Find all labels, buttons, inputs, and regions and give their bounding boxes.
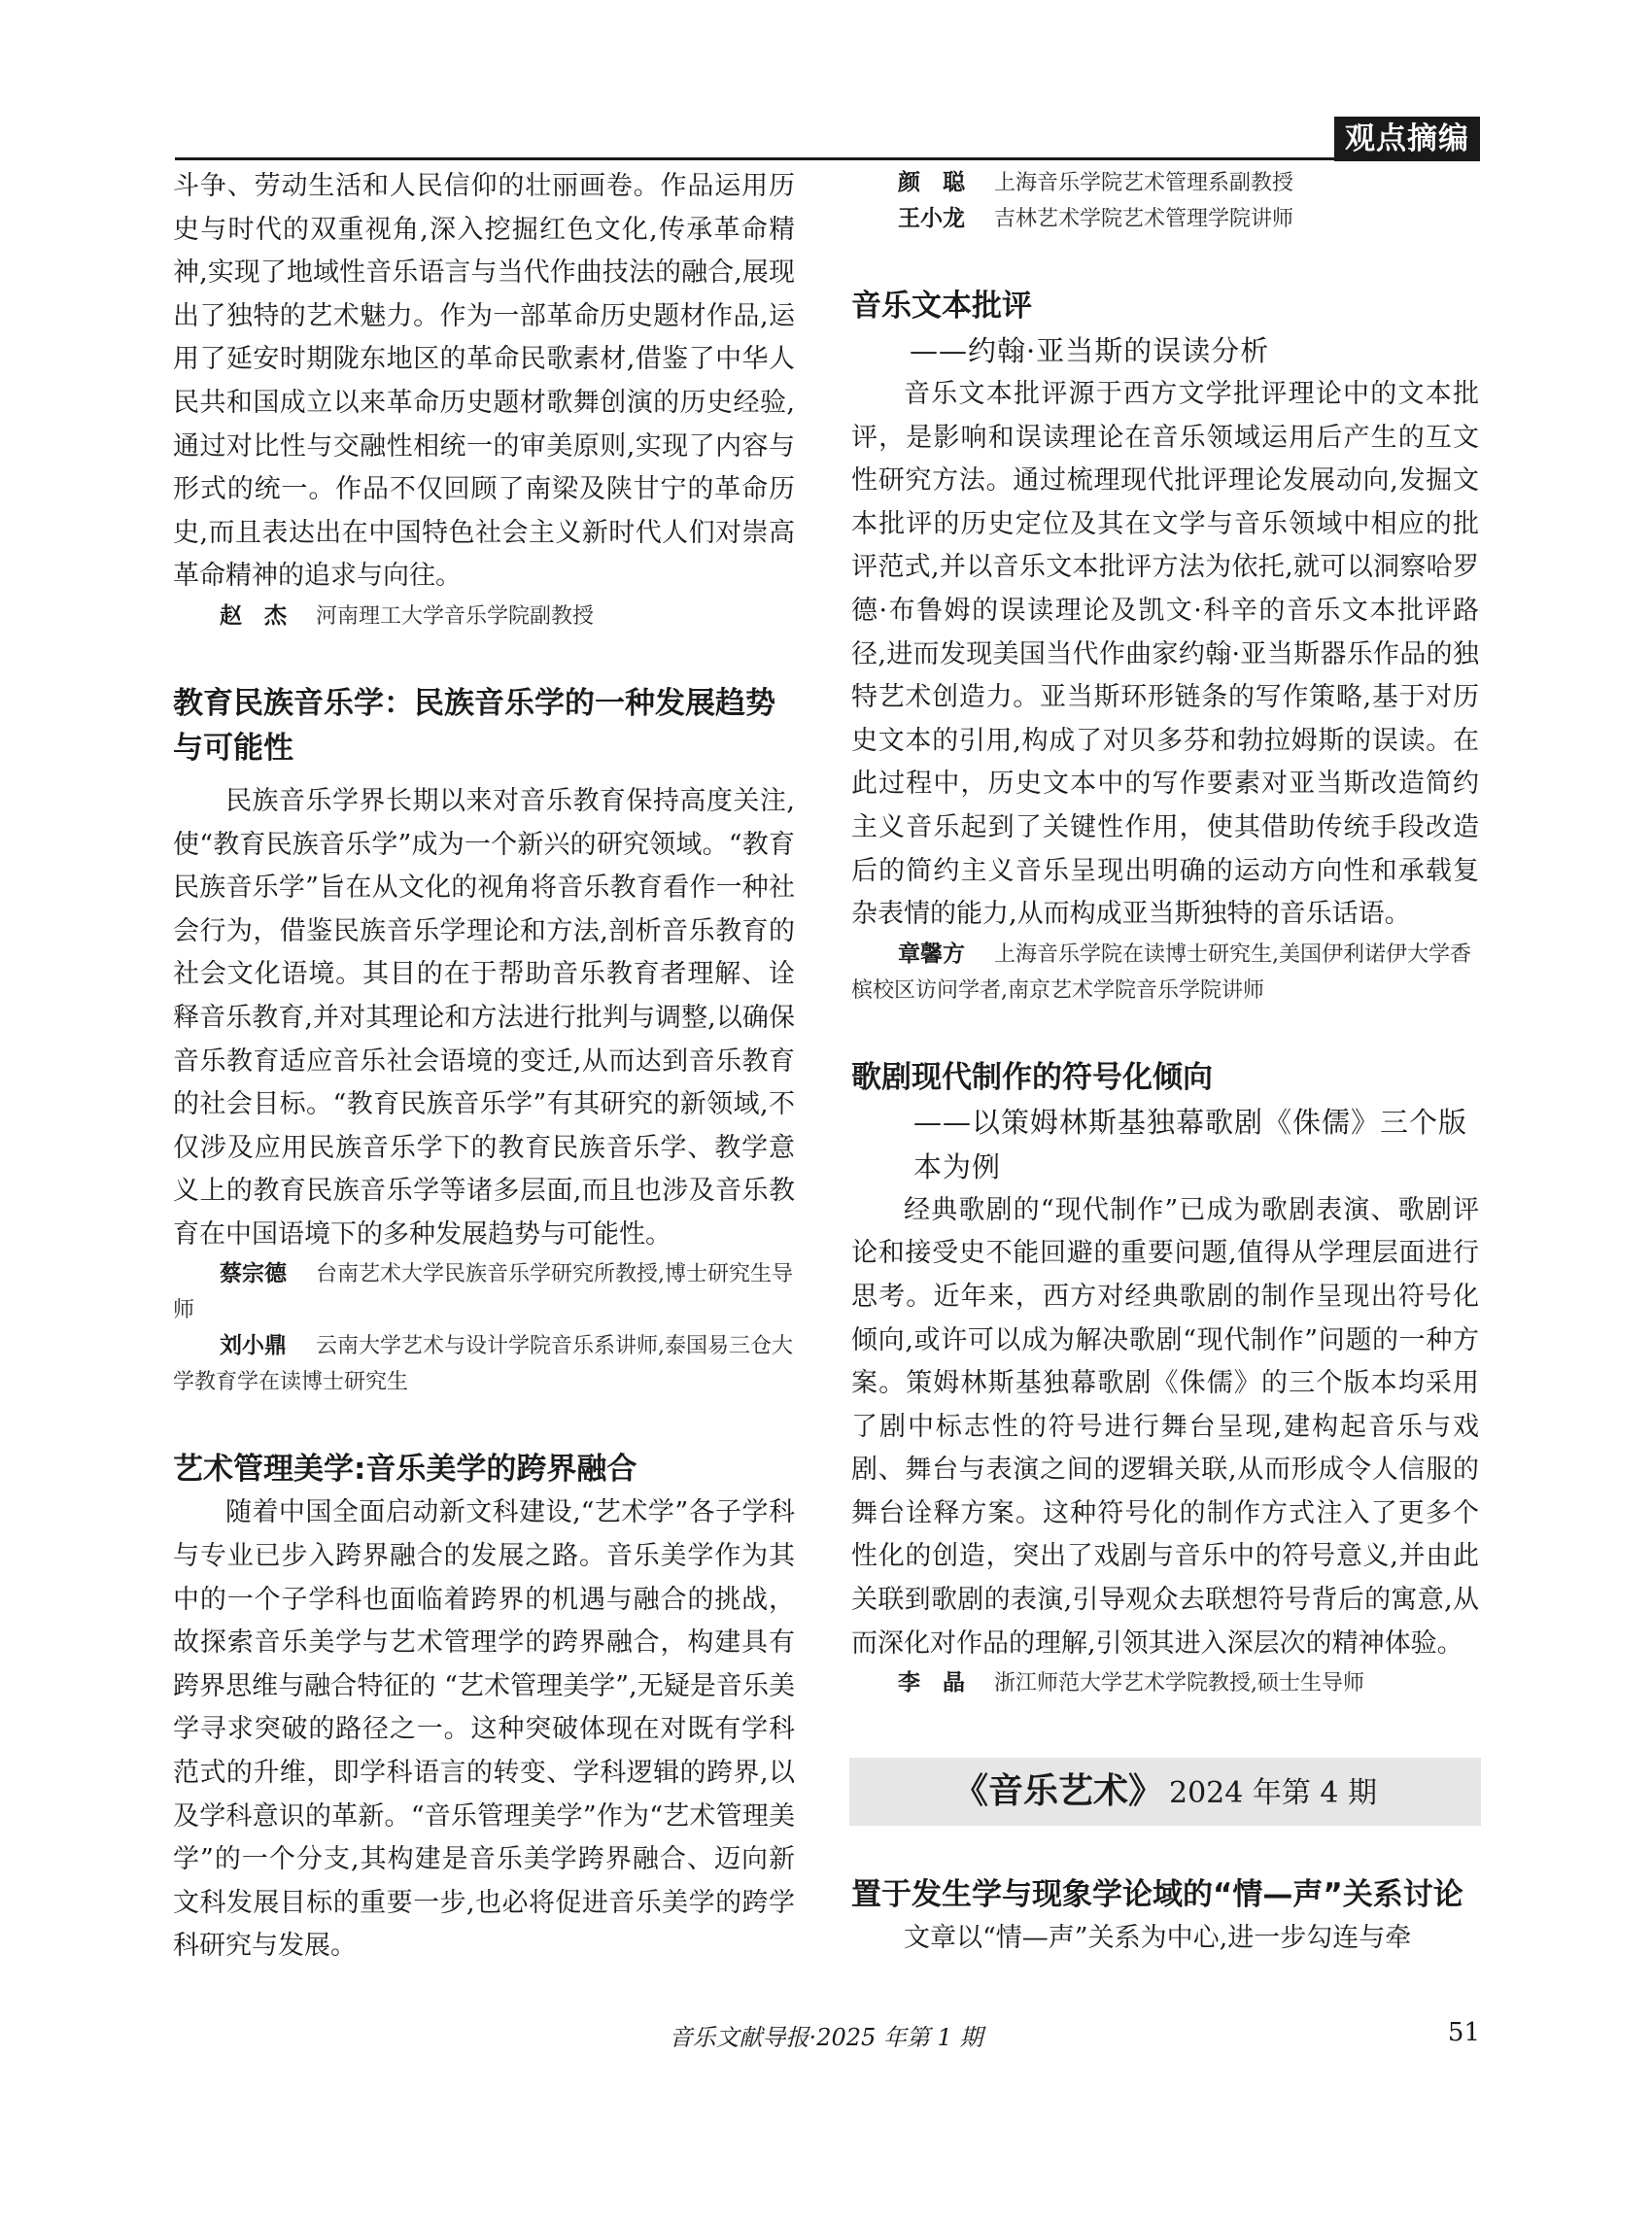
author-name: 赵 杰 bbox=[220, 602, 287, 629]
author-line bbox=[851, 937, 1479, 1009]
issue-journal: 《音乐艺术》 bbox=[952, 1771, 1163, 1812]
author-name: 李 晶 bbox=[898, 1670, 965, 1696]
article-title: 置于发生学与现象学论域的“情—声”关系讨论 bbox=[851, 1877, 1463, 1913]
header-rule bbox=[175, 157, 1480, 160]
author-name: 蔡宗德 bbox=[220, 1261, 287, 1287]
article-title: 教育民族音乐学：民族音乐学的一种发展趋势与可能性 bbox=[173, 685, 775, 766]
author-line bbox=[851, 1665, 1479, 1701]
left-column bbox=[173, 165, 795, 1969]
issue-banner bbox=[849, 1758, 1481, 1826]
continued-paragraph: 斗争、劳动生活和人民信仰的壮丽画卷。作品运用历史与时代的双重视角,深入挖掘红色文化,传承革命精神,实现了地域性音乐语言与当代作曲技法的融合,展现出了独特的艺术魅力。作为一部革命历史题材作品,运用了延安时期陇东地区的革命民歌素材,借鉴了中华人民共和国成立以来革命历史题材歌舞创演的历史经验,通过对比性与交融性相统一的审美原则,实现了内容与形式的统一。作品不仅回顾了南梁及陕甘宁的革命历史,而且表达出在中国特色社会主义新时代人们对崇高革命精神的追求与向往。 bbox=[173, 171, 795, 592]
page-number: 51 bbox=[1447, 2018, 1480, 2047]
article-subtitle: ——约翰·亚当斯的误读分析 bbox=[910, 334, 1270, 367]
article-body: 文章以“情—声”关系为中心,进一步勾连与牵 bbox=[904, 1923, 1412, 1954]
author-line bbox=[851, 201, 1479, 237]
author-line bbox=[851, 165, 1479, 201]
author-affiliation: 浙江师范大学艺术学院教授,硕士生导师 bbox=[994, 1671, 1364, 1696]
article-body: 随着中国全面启动新文科建设,“艺术学”各子学科与专业已步入跨界融合的发展之路。音乐美学作为其中的一个子学科也面临着跨界的机遇与融合的挑战，故探索音乐美学与艺术管理学的跨界融合，构建具有跨界思维与融合特征的 “艺术管理美学”,无疑是音乐美学寻求突破的路径之一。这种突破体现在对既有学科范式的升维，即学科语言的转变、学科逻辑的跨界,以及学科意识的革新。“音乐管理美学”作为“艺术管理美学”的一个分支,其构建是音乐美学跨界融合、迈向新文科发展目标的重要一步,也必将促进音乐美学的跨学科研究与发展。 bbox=[173, 1497, 795, 1962]
article-title: 艺术管理美学:音乐美学的跨界融合 bbox=[173, 1452, 637, 1488]
author-affiliation: 上海音乐学院在读博士研究生,美国伊利诺伊大学香槟校区访问学者,南京艺术学院音乐学院讲师 bbox=[851, 942, 1471, 1003]
author-affiliation: 台南艺术大学民族音乐学研究所教授,博士研究生导师 bbox=[173, 1262, 793, 1323]
author-affiliation: 云南大学艺术与设计学院音乐系讲师,泰国易三仓大学教育学在读博士研究生 bbox=[173, 1334, 793, 1395]
page-footer: 音乐文献导报·2025 年第 1 期 bbox=[669, 2024, 983, 2051]
article-body: 经典歌剧的“现代制作”已成为歌剧表演、歌剧评论和接受史不能回避的重要问题,值得从学理层面进行思考。近年来，西方对经典歌剧的制作呈现出符号化倾向,或许可以成为解决歌剧“现代制作”问题的一种方案。策姆林斯基独幕歌剧《侏儒》的三个版本均采用了剧中标志性的符号进行舞台呈现,建构起音乐与戏剧、舞台与表演之间的逻辑关联,从而形成令人信服的舞台诠释方案。这种符号化的制作方式注入了更多个性化的创造，突出了戏剧与音乐中的符号意义,并由此关联到歌剧的表演,引导观众去联想符号背后的寓意,从而深化对作品的理解,引领其进入深层次的精神体验。 bbox=[851, 1194, 1479, 1659]
issue-date: 2024 年第 4 期 bbox=[1168, 1776, 1378, 1811]
article-title: 音乐文本批评 bbox=[851, 289, 1032, 324]
right-column bbox=[851, 165, 1479, 1961]
author-affiliation: 上海音乐学院艺术管理系副教授 bbox=[994, 171, 1294, 195]
author-affiliation: 吉林艺术学院艺术管理学院讲师 bbox=[994, 207, 1294, 231]
article-body: 民族音乐学界长期以来对音乐教育保持高度关注,使“教育民族音乐学”成为一个新兴的研究领域。“教育民族音乐学”旨在从文化的视角将音乐教育看作一种社会行为，借鉴民族音乐学理论和方法,剖析音乐教育的社会文化语境。其目的在于帮助音乐教育者理解、诠释音乐教育,并对其理论和方法进行批判与调整,以确保音乐教育适应音乐社会语境的变迁,从而达到音乐教育的社会目标。“教育民族音乐学”有其研究的新领域,不仅涉及应用民族音乐学下的教育民族音乐学、教学意义上的教育民族音乐学等诸多层面,而且也涉及音乐教育在中国语境下的多种发展趋势与可能性。 bbox=[173, 785, 795, 1250]
author-line bbox=[173, 599, 795, 634]
article-body: 音乐文本批评源于西方文学批评理论中的文本批评，是影响和误读理论在音乐领域运用后产生的互文性研究方法。通过梳理现代批评理论发展动向,发掘文本批评的历史定位及其在文学与音乐领域中相应的批评范式,并以音乐文本批评方法为依托,就可以洞察哈罗德·布鲁姆的误读理论及凯文·科辛的音乐文本批评路径,进而发现美国当代作曲家约翰·亚当斯器乐作品的独特艺术创造力。亚当斯环形链条的写作策略,基于对历史文本的引用,构成了对贝多芬和勃拉姆斯的误读。在此过程中，历史文本中的写作要素对亚当斯改造简约主义音乐起到了关键性作用，使其借助传统手段改造后的简约主义音乐呈现出明确的运动方向性和承载复杂表情的能力,从而构成亚当斯独特的音乐话语。 bbox=[851, 379, 1479, 930]
section-tag: 观点摘编 bbox=[1334, 117, 1480, 161]
author-affiliation: 河南理工大学音乐学院副教授 bbox=[316, 603, 595, 629]
author-line bbox=[173, 1256, 795, 1328]
author-line bbox=[173, 1328, 795, 1400]
author-name: 王小龙 bbox=[898, 206, 965, 231]
article-subtitle: ——以策姆林斯基独幕歌剧《侏儒》三个版本为例 bbox=[913, 1105, 1468, 1183]
author-name: 颜 聪 bbox=[898, 170, 965, 195]
author-name: 刘小鼎 bbox=[220, 1333, 287, 1359]
article-title: 歌剧现代制作的符号化倾向 bbox=[851, 1059, 1213, 1095]
author-name: 章馨方 bbox=[898, 941, 965, 967]
